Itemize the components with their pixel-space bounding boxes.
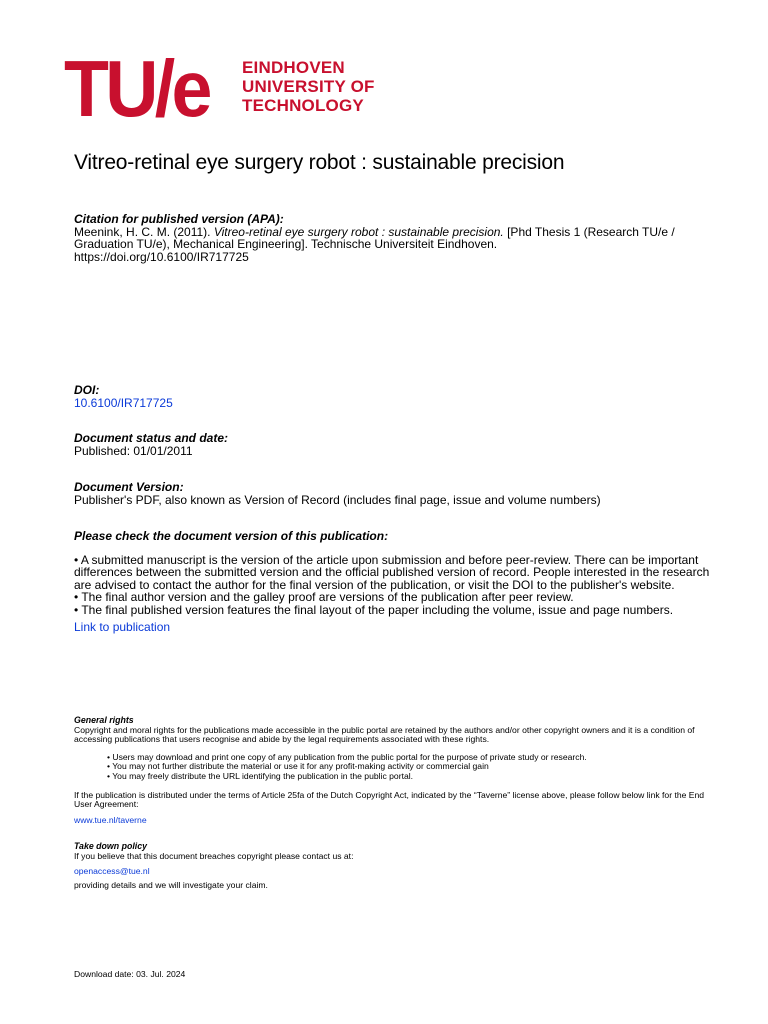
rights-bullet: • Users may download and print one copy of any publication from the public portal for the purpose of private study or research. bbox=[107, 751, 587, 762]
tue-logo bbox=[64, 44, 375, 133]
logo-line-3: TECHNOLOGY bbox=[242, 96, 364, 115]
citation-section bbox=[74, 213, 714, 263]
doi-section bbox=[74, 384, 714, 409]
citation-doi-url: https://doi.org/10.6100/IR717725 bbox=[74, 249, 249, 264]
takedown-heading: Take down policy bbox=[74, 841, 147, 851]
takedown-closing: providing details and we will investigate your claim. bbox=[74, 879, 268, 890]
takedown-text: If you believe that this document breaches copyright please contact us at: bbox=[74, 850, 354, 861]
check-section bbox=[74, 530, 714, 634]
takedown-section bbox=[74, 842, 724, 890]
logo-wordmark bbox=[242, 58, 375, 115]
version-heading: Document Version: bbox=[74, 480, 184, 494]
version-value: Publisher's PDF, also known as Version of Record (includes final page, issue and volume numbers) bbox=[74, 492, 601, 507]
logo-line-1: EINDHOVEN bbox=[242, 58, 345, 77]
citation-text bbox=[74, 226, 714, 264]
rights-heading: General rights bbox=[74, 715, 134, 725]
citation-work-title: Vitreo-retinal eye surgery robot : sustainable precision. bbox=[213, 224, 504, 239]
rights-text: Copyright and moral rights for the publications made accessible in the public portal are retained by the authors and/or other copyright owners and it is a condition of accessing publications that users recognise and abide by the legal requirements associated with these rights. bbox=[74, 724, 695, 745]
doi-heading: DOI: bbox=[74, 383, 100, 397]
version-section bbox=[74, 481, 714, 506]
document-title: Vitreo-retinal eye surgery robot : sustainable precision bbox=[74, 151, 565, 174]
rights-bullet: • You may not further distribute the material or use it for any profit-making activity or commercial gain bbox=[107, 761, 489, 772]
rights-bullet: • You may freely distribute the URL identifying the publication in the public portal. bbox=[107, 770, 414, 781]
doi-link[interactable]: 10.6100/IR717725 bbox=[74, 395, 173, 410]
logo-line-2: UNIVERSITY OF bbox=[242, 77, 375, 96]
citation-authors: Meenink, H. C. M. (2011). bbox=[74, 224, 214, 239]
takedown-email-link[interactable]: openaccess@tue.nl bbox=[74, 866, 150, 877]
check-bullet: • The final author version and the galley proof are versions of the publication after peer review. bbox=[74, 590, 574, 604]
status-section bbox=[74, 432, 714, 457]
general-rights-section bbox=[74, 716, 724, 825]
publication-link[interactable]: Link to publication bbox=[74, 620, 171, 634]
check-heading: Please check the document version of this publication: bbox=[74, 529, 389, 543]
status-value: Published: 01/01/2011 bbox=[74, 443, 193, 458]
download-date: Download date: 03. Jul. 2024 bbox=[74, 969, 186, 979]
taverne-link[interactable]: www.tue.nl/taverne bbox=[74, 814, 147, 825]
check-bullet: • The final published version features the final layout of the paper including the volume, issue and page numbers. bbox=[74, 602, 674, 617]
citation-heading: Citation for published version (APA): bbox=[74, 212, 284, 226]
status-heading: Document status and date: bbox=[74, 431, 229, 445]
logo-mark: TU/e bbox=[64, 44, 209, 133]
check-bullet: • A submitted manuscript is the version of the article upon submission and before peer-review. There can be important differences between the submitted version and the official published version of record. People interested in the research are advised to contact the author for the final version of the publication, or visit the DOI to the publisher's website. bbox=[74, 552, 710, 592]
taverne-text: If the publication is distributed under the terms of Article 25fa of the Dutch Copyright Act, indicated by the “Taverne” license above, please follow below link for the End User Agreement: bbox=[74, 789, 705, 810]
rights-bullets bbox=[74, 753, 724, 782]
citation-details: [Phd Thesis 1 (Research TU/e / Graduation TU/e), Mechanical Engineering]. Technische Universiteit Eindhoven. bbox=[74, 224, 675, 251]
